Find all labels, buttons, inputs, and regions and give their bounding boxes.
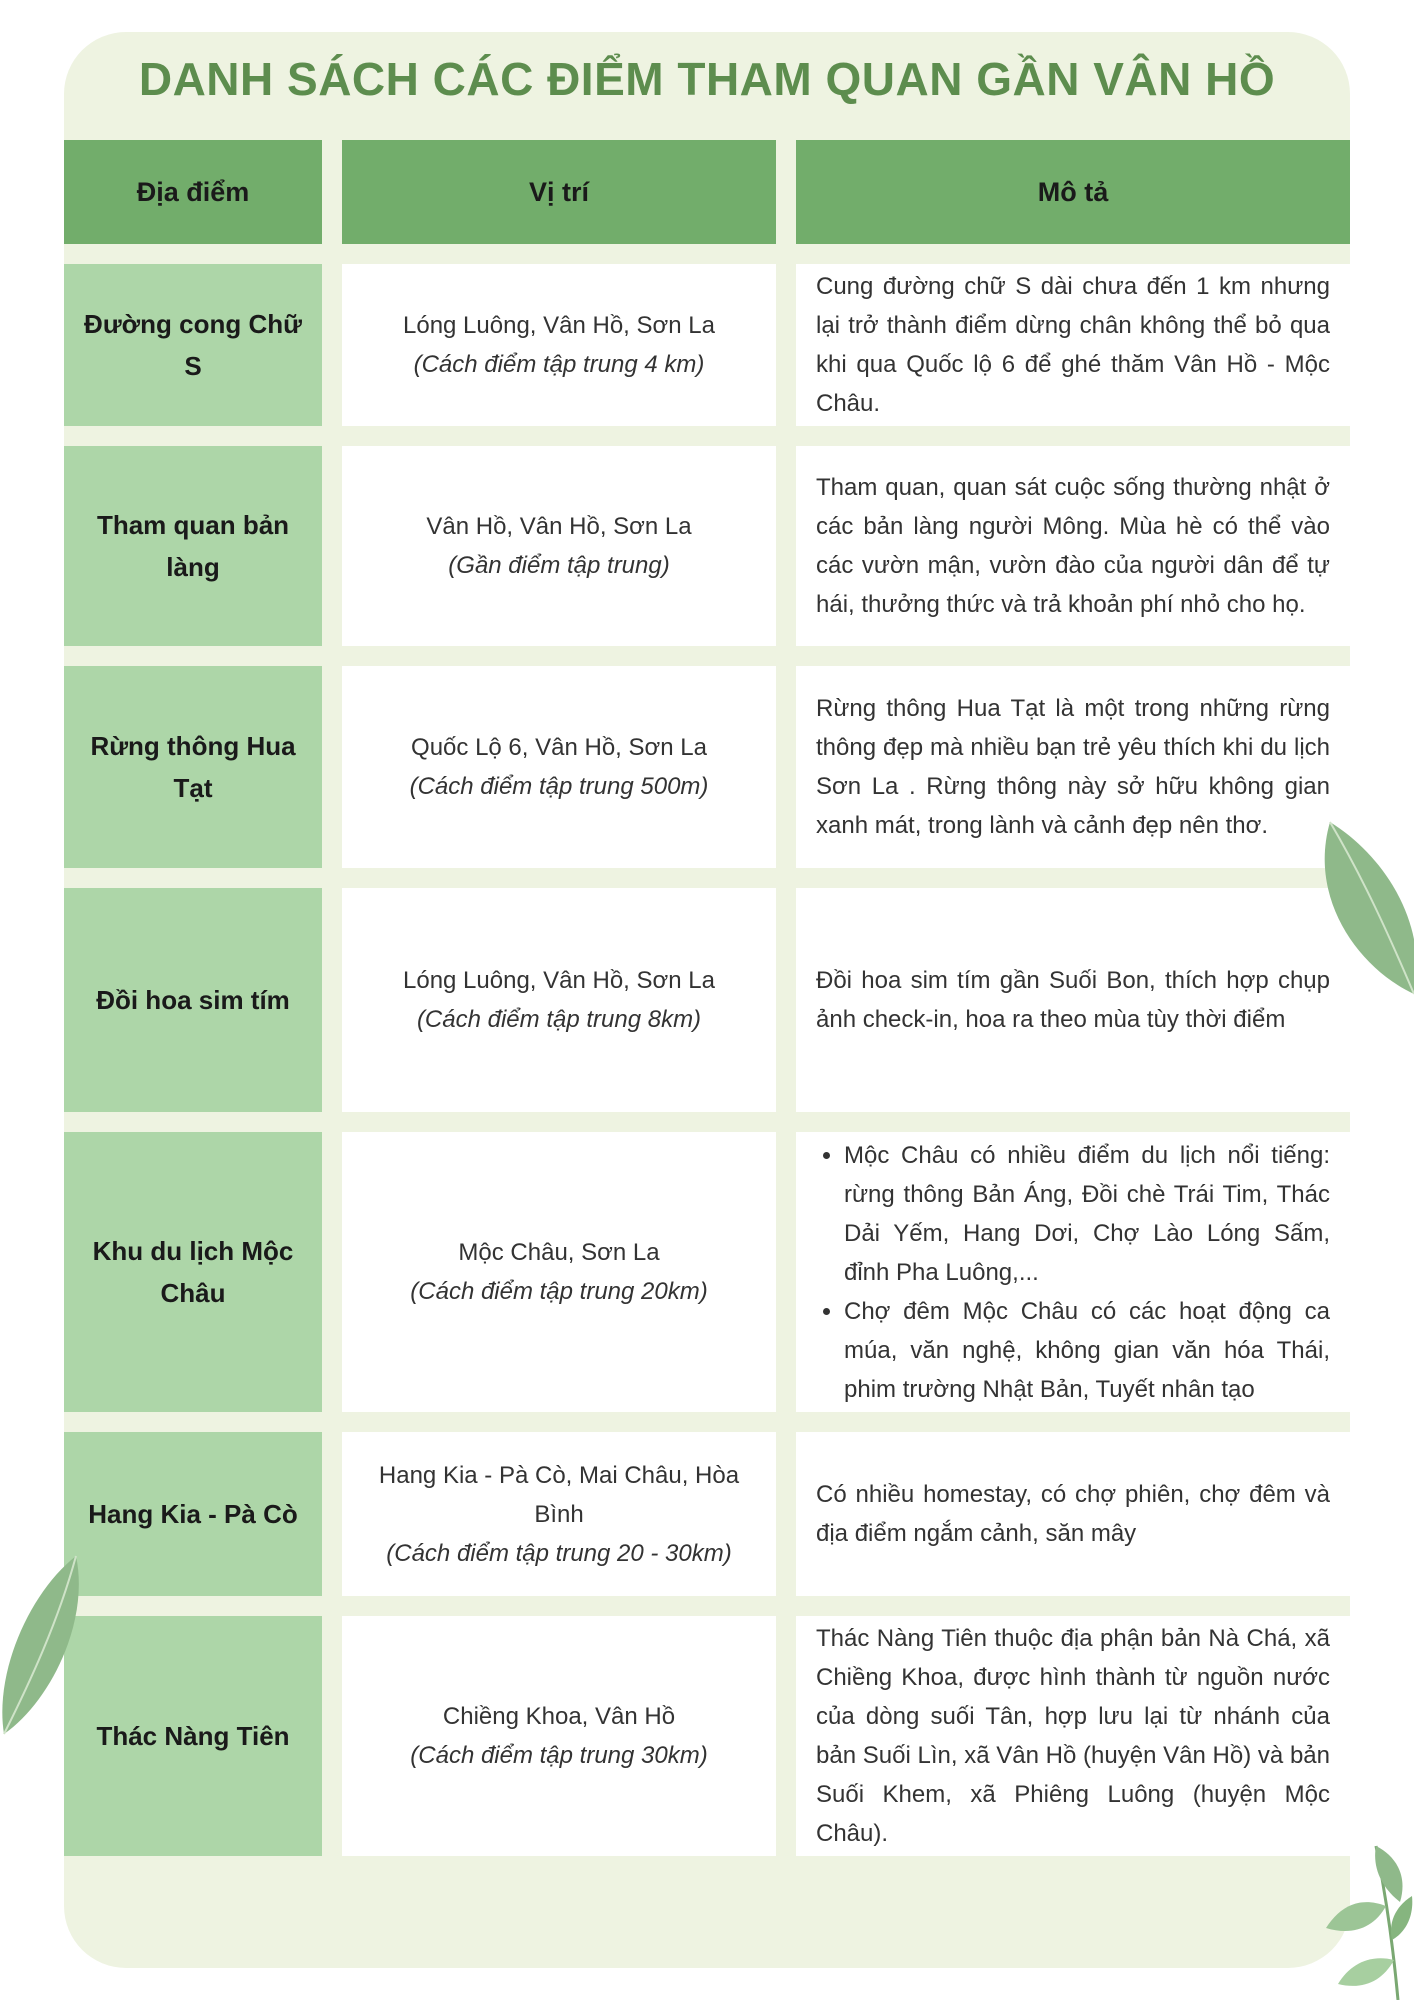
description-text: Đồi hoa sim tím gần Suối Bon, thích hợp chụp ảnh check-in, hoa ra theo mùa tùy thời điểm [816,967,1330,1033]
table-header [64,140,1350,244]
description-cell [796,666,1350,868]
table-row [64,888,1350,1112]
description-cell [796,446,1350,646]
distance-note: (Cách điểm tập trung 30km) [410,1742,708,1769]
table-row [64,1132,1350,1412]
description-cell [796,888,1350,1112]
distance-note: (Gần điểm tập trung) [448,552,670,579]
description-text: Rừng thông Hua Tạt là một trong những rừng thông đẹp mà nhiều bạn trẻ yêu thích khi du lịch Sơn La . Rừng thông này sở hữu không gian xanh mát, trong lành và cảnh đẹp nên thơ. [816,695,1330,839]
description-text: Cung đường chữ S dài chưa đến 1 km nhưng lại trở thành điểm dừng chân không thể bỏ qua khi qua Quốc lộ 6 để ghé thăm Vân Hồ - Mộc Châu. [816,273,1330,417]
distance-note: (Cách điểm tập trung 8km) [416,1006,702,1033]
place-name: Đồi hoa sim tím [64,888,322,1112]
location-text: Hang Kia - Pà Cò, Mai Châu, Hòa Bình [378,1461,740,1528]
location-cell [342,1616,776,1856]
table-row [64,1616,1350,1856]
location-cell [342,264,776,426]
description-cell [796,1132,1350,1412]
place-name: Hang Kia - Pà Cò [64,1432,322,1596]
description-cell [796,1432,1350,1596]
table-row [64,1432,1350,1596]
location-text: Quốc Lộ 6, Vân Hồ, Sơn La [411,734,707,761]
list-item: • Chợ đêm Mộc Châu có các hoạt động ca múa, văn nghệ, không gian văn hóa Thái, phim trường Nhật Bản, Tuyết nhân tạo [844,1292,1330,1409]
location-cell [342,1132,776,1412]
location-cell [342,1432,776,1596]
place-name: Khu du lịch Mộc Châu [64,1132,322,1412]
location-text: Lóng Luông, Vân Hồ, Sơn La [403,967,715,994]
header-location: Vị trí [342,140,776,244]
distance-note: (Cách điểm tập trung 500m) [409,773,709,800]
location-text: Vân Hồ, Vân Hồ, Sơn La [426,513,692,540]
description-text: Tham quan, quan sát cuộc sống thường nhật ở các bản làng người Mông. Mùa hè có thể vào các vườn mận, vườn đào của người dân để tự hái, thưởng thức và trả khoản phí nhỏ cho họ. [816,474,1330,618]
location-cell [342,666,776,868]
place-name: Tham quan bản làng [64,446,322,646]
list-item: • Mộc Châu có nhiều điểm du lịch nổi tiếng: rừng thông Bản Áng, Đồi chè Trái Tim, Thác Dải Yếm, Hang Dơi, Chợ Lào Lóng Sấm, đỉnh Pha Luông,... [844,1136,1330,1292]
place-name: Thác Nàng Tiên [64,1616,322,1856]
location-text: Chiềng Khoa, Vân Hồ [442,1703,676,1730]
description-text: Thác Nàng Tiên thuộc địa phận bản Nà Chá, xã Chiềng Khoa, được hình thành từ nguồn nước của dòng suối Tân, hợp lưu lại từ nhánh của bản Suối Lìn, xã Vân Hồ (huyện Vân Hồ) và bản Suối Khem, xã Phiêng Luông (huyện Mộc Châu). [816,1625,1330,1847]
page-title: DANH SÁCH CÁC ĐIỂM THAM QUAN GẦN VÂN HỒ [138,53,1276,105]
place-name: Rừng thông Hua Tạt [64,666,322,868]
location-cell [342,446,776,646]
distance-note: (Cách điểm tập trung 20km) [410,1278,708,1305]
location-cell [342,888,776,1112]
distance-note: (Cách điểm tập trung 20 - 30km) [386,1539,732,1567]
leaf-sprig-icon [1316,1836,1414,2000]
header-place: Địa điểm [64,140,322,244]
place-name: Đường cong Chữ S [64,264,322,426]
location-text: Mộc Châu, Sơn La [458,1239,660,1266]
location-text: Lóng Luông, Vân Hồ, Sơn La [403,312,715,339]
table-row [64,666,1350,868]
description-list [816,1136,1330,1409]
distance-note: (Cách điểm tập trung 4 km) [413,351,705,378]
table-row [64,446,1350,646]
table-row [64,264,1350,426]
description-cell [796,264,1350,426]
leaf-icon [0,1552,84,1738]
header-description: Mô tả [796,140,1350,244]
leaf-icon [1318,818,1414,998]
description-cell [796,1616,1350,1856]
description-text: Có nhiều homestay, có chợ phiên, chợ đêm và địa điểm ngắm cảnh, săn mây [816,1481,1330,1547]
